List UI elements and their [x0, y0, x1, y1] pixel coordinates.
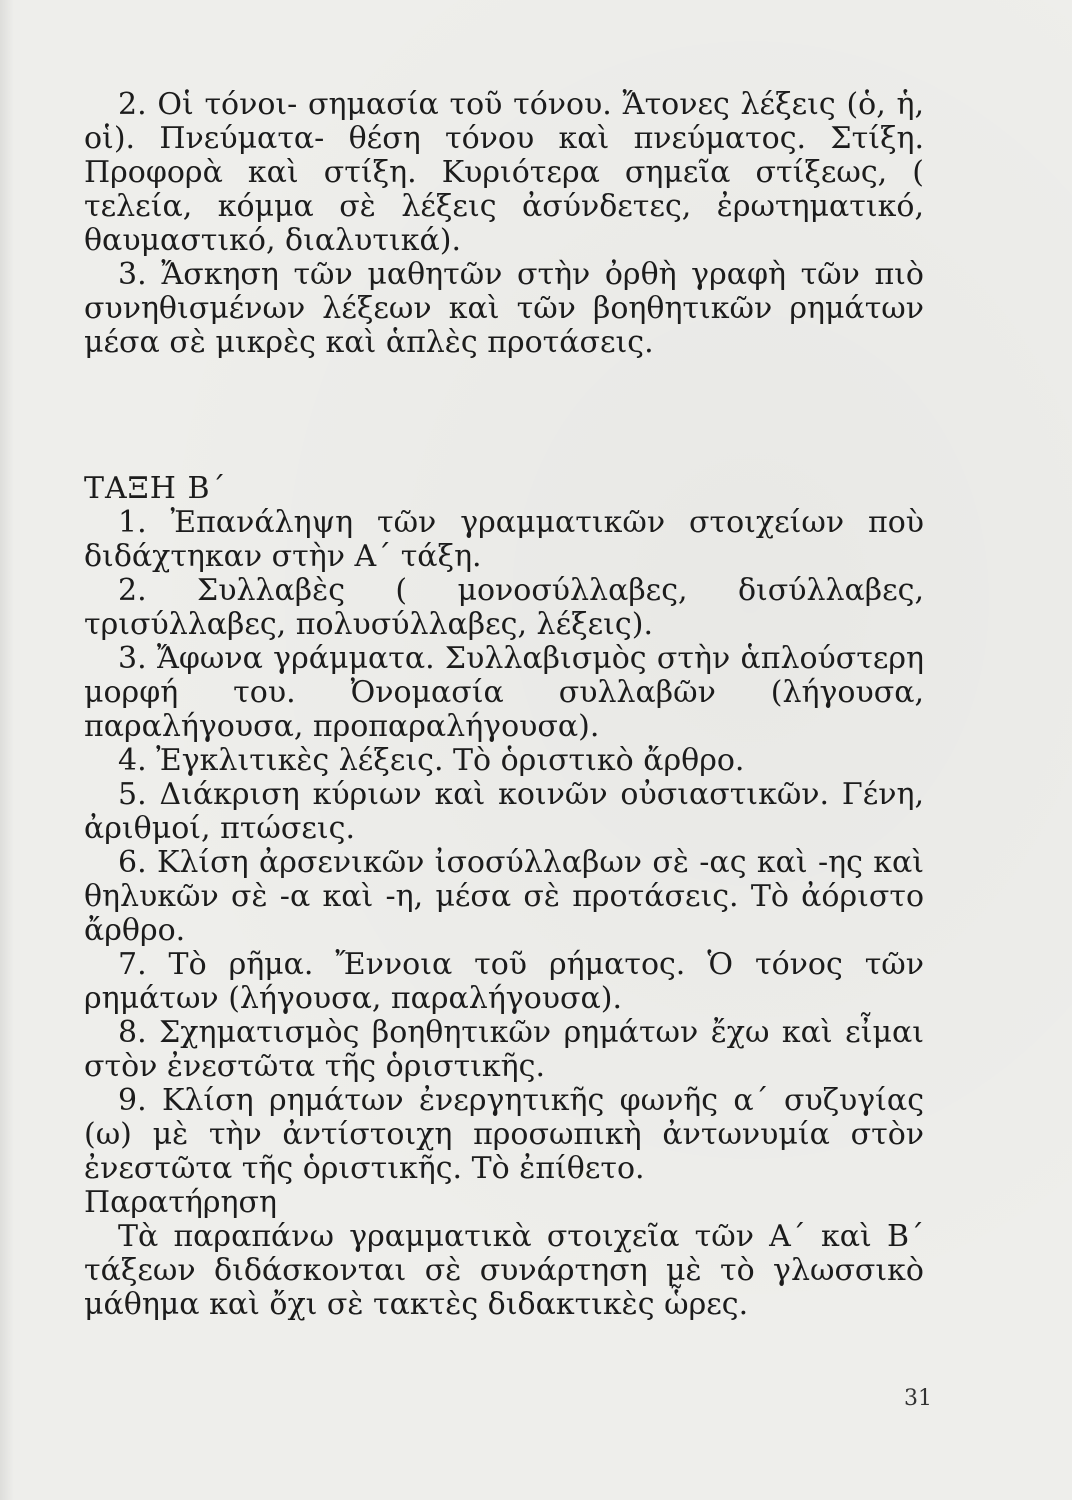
- page-number: 31: [904, 1386, 932, 1411]
- section-title: ΤΑΞΗ Β΄: [84, 471, 227, 506]
- list-item: 7. Τὸ ρῆμα. Ἔννοια τοῦ ρήματος. Ὁ τόνος τῶν ρημάτων (λήγουσα, παραλήγουσα).: [84, 947, 924, 1016]
- page-edge-shadow: [0, 0, 14, 1500]
- list-item: 1. Ἐπανάληψη τῶν γραμματικῶν στοιχείων ποὺ διδάχτηκαν στὴν Α΄ τάξη.: [84, 505, 924, 574]
- list-item: 4. Ἐγκλιτικὲς λέξεις. Τὸ ὁριστικὸ ἄρθρο.: [118, 743, 745, 778]
- note-text: Τὰ παραπάνω γραμματικὰ στοιχεῖα τῶν Α΄ καὶ Β΄ τάξεων διδάσκονται σὲ συνάρτηση μὲ τὸ γλωσσικὸ μάθημα καὶ ὄχι σὲ τακτὲς διδακτικὲς ὧρες.: [84, 1219, 924, 1322]
- list-item: 9. Κλίση ρημάτων ἐνεργητικῆς φωνῆς α΄ συζυγίας (ω) μὲ τὴν ἀντίστοιχη προσωπικὴ ἀντωνυμία στὸν ἐνεστῶτα τῆς ὁριστικῆς. Τὸ ἐπίθετο.: [84, 1083, 924, 1186]
- list-item: 6. Κλίση ἀρσενικῶν ἰσοσύλλαβων σὲ -ας καὶ -ης καὶ θηλυκῶν σὲ -α καὶ -η, μέσα σὲ προτάσεις. Τὸ ἀόριστο ἄρθρο.: [84, 845, 924, 948]
- list-item: 2. Συλλαβὲς ( μονοσύλλαβες, δισύλλαβες, τρισύλλαβες, πολυσύλλαβες, λέξεις).: [84, 573, 924, 642]
- list-item: 8. Σχηματισμὸς βοηθητικῶν ρημάτων ἔχω καὶ εἶμαι στὸν ἐνεστῶτα τῆς ὁριστικῆς.: [84, 1015, 924, 1084]
- list-item: 3. Ἄφωνα γράμματα. Συλλαβισμὸς στὴν ἁπλούστερη μορφή του. Ὀνομασία συλλαβῶν (λήγουσα, παραλήγουσα, προπαραλήγουσα).: [84, 641, 924, 744]
- paragraph-item-2: 2. Οἱ τόνοι- σημασία τοῦ τόνου. Ἄτονες λέξεις (ὁ, ἡ, οἱ). Πνεύματα- θέση τόνου καὶ πνεύματος. Στίξη. Προφορὰ καὶ στίξη. Κυριότερα σημεῖα στίξεως, ( τελεία, κόμμα σὲ λέξεις ἀσύνδετες, ἐρωτηματικό, θαυμαστικό, διαλυτικά).: [84, 87, 924, 258]
- curriculum-block-grade-a-continued: [84, 88, 924, 360]
- curriculum-block-grade-b: [84, 472, 924, 1322]
- list-item: 5. Διάκριση κύριων καὶ κοινῶν οὐσιαστικῶν. Γένη, ἀριθμοί, πτώσεις.: [84, 777, 924, 846]
- paragraph-item-3: 3. Ἄσκηση τῶν μαθητῶν στὴν ὀρθὴ γραφὴ τῶν πιὸ συνηθισμένων λέξεων καὶ τῶν βοηθητικῶν ρημάτων μέσα σὲ μικρὲς καὶ ἁπλὲς προτάσεις.: [84, 257, 924, 360]
- note-title: Παρατήρηση: [84, 1185, 277, 1220]
